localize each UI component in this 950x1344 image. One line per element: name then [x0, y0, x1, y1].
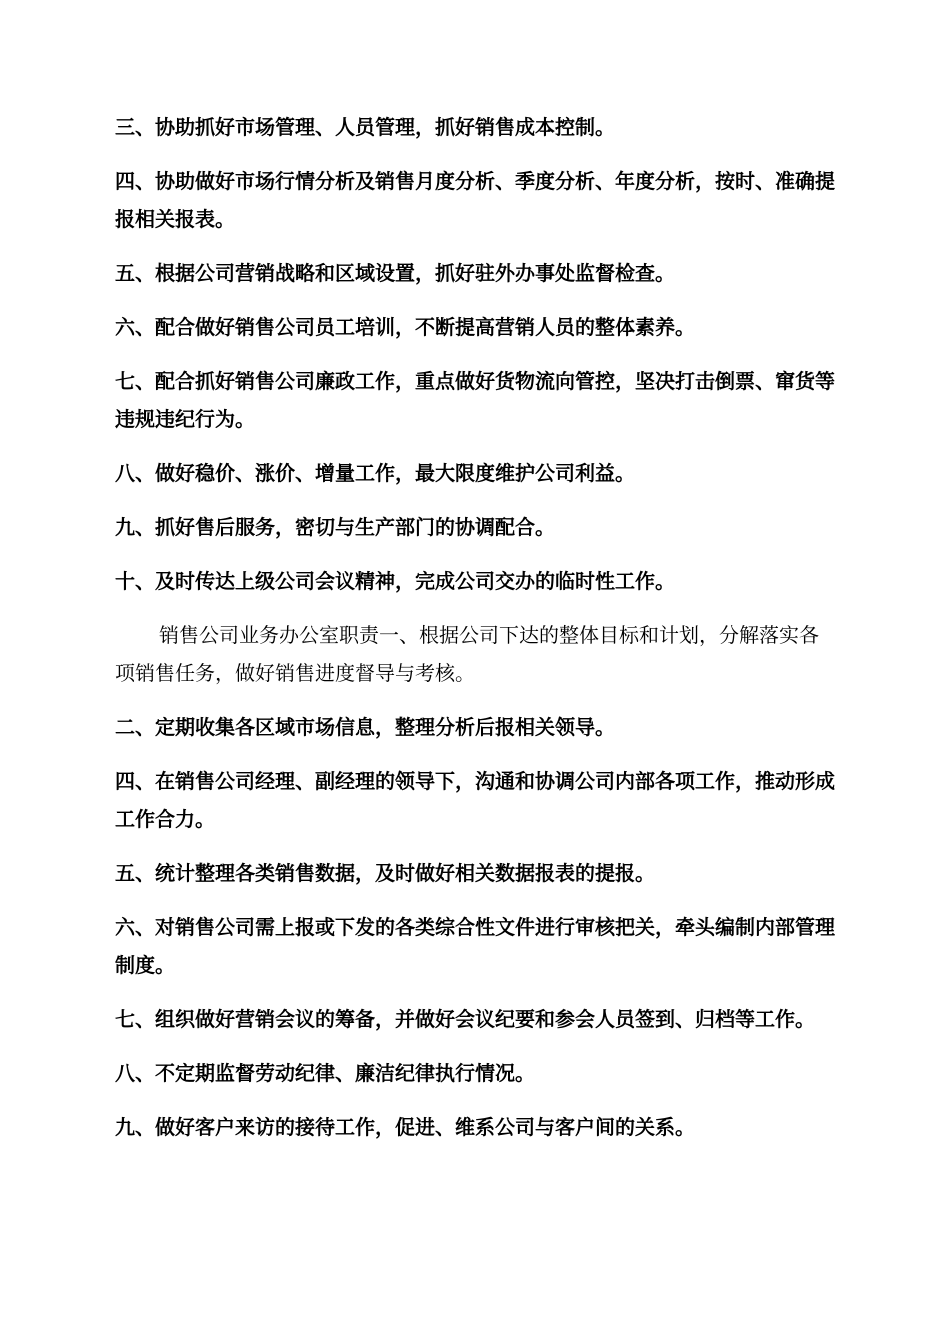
paragraph: 七、配合抓好销售公司廉政工作，重点做好货物流向管控，坚决打击倒票、窜货等违规违纪行为。 [115, 369, 835, 431]
paragraph: 三、协助抓好市场管理、人员管理，抓好销售成本控制。 [115, 115, 615, 139]
paragraph: 七、组织做好营销会议的筹备，并做好会议纪要和参会人员签到、归档等工作。 [115, 1007, 815, 1031]
paragraph: 九、做好客户来访的接待工作，促进、维系公司与客户间的关系。 [115, 1115, 695, 1139]
paragraph: 六、配合做好销售公司员工培训，不断提高营销人员的整体素养。 [115, 315, 695, 339]
paragraph: 六、对销售公司需上报或下发的各类综合性文件进行审核把关，牵头编制内部管理制度。 [115, 915, 835, 977]
paragraph: 九、抓好售后服务，密切与生产部门的协调配合。 [115, 515, 555, 539]
paragraph: 八、不定期监督劳动纪律、廉洁纪律执行情况。 [115, 1061, 535, 1085]
paragraph: 五、统计整理各类销售数据，及时做好相关数据报表的提报。 [115, 861, 655, 885]
section-intro-paragraph: 销售公司业务办公室职责一、根据公司下达的整体目标和计划，分解落实各项销售任务，做好销售进度督导与考核。 [115, 623, 819, 685]
paragraph: 四、协助做好市场行情分析及销售月度分析、季度分析、年度分析，按时、准确提报相关报表。 [115, 169, 835, 231]
paragraph: 八、做好稳价、涨价、增量工作，最大限度维护公司利益。 [115, 461, 635, 485]
paragraph: 五、根据公司营销战略和区域设置，抓好驻外办事处监督检查。 [115, 261, 675, 285]
document-body [115, 108, 835, 1162]
paragraph: 二、定期收集各区域市场信息，整理分析后报相关领导。 [115, 715, 615, 739]
paragraph: 四、在销售公司经理、副经理的领导下，沟通和协调公司内部各项工作，推动形成工作合力。 [115, 769, 835, 831]
paragraph: 十、及时传达上级公司会议精神，完成公司交办的临时性工作。 [115, 569, 675, 593]
